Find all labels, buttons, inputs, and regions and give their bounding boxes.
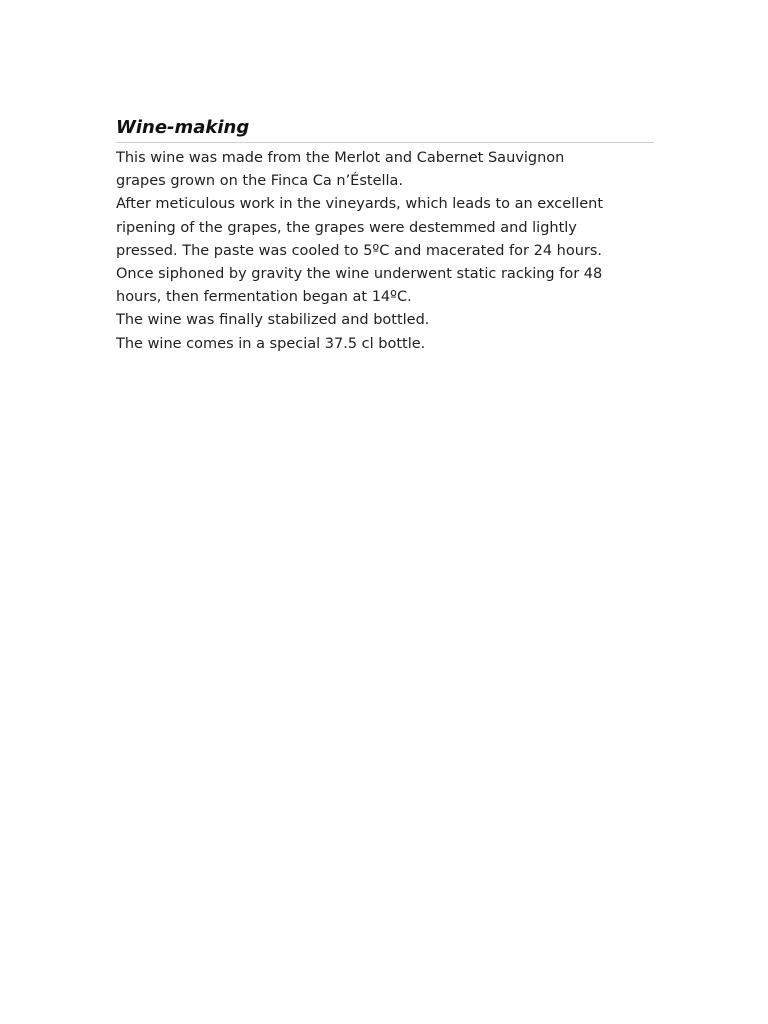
text-line: grapes grown on the Finca Ca n’Éstella. — [116, 173, 404, 190]
text-line: pressed. The paste was cooled to 5ºC and macerated for 24 hours. — [116, 242, 603, 259]
text-line: The wine was finally stabilized and bottled. — [116, 312, 430, 329]
text-line: This wine was made from the Merlot and Cabernet Sauvignon — [116, 150, 565, 166]
section-heading: Wine-making — [116, 116, 654, 143]
text-line: ripening of the grapes, the grapes were destemmed and lightly — [116, 219, 577, 236]
body-text — [116, 147, 654, 356]
text-line: After meticulous work in the vineyards, which leads to an excellent — [116, 196, 604, 213]
text-line: The wine comes in a special 37.5 cl bottle. — [116, 335, 426, 352]
text-line: Once siphoned by gravity the wine underwent static racking for 48 — [116, 266, 603, 283]
text-line: hours, then fermentation began at 14ºC. — [116, 289, 412, 306]
document-section — [116, 116, 654, 356]
